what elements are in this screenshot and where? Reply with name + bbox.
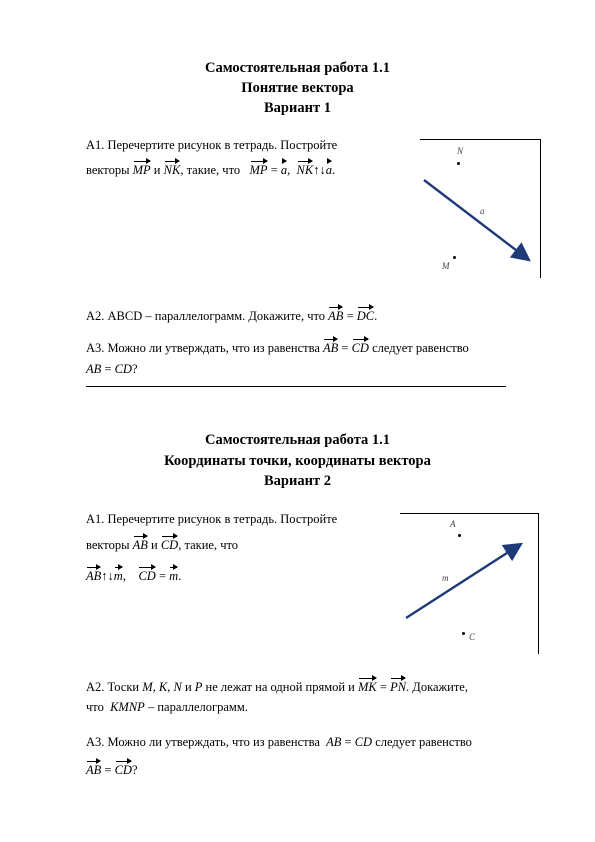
- v2-a2-text3: . Докажите,: [406, 680, 468, 694]
- v2-a2-p: P: [194, 680, 203, 694]
- v1-vectors-word: векторы: [86, 163, 130, 177]
- v2-updown: ↑↓: [101, 569, 114, 583]
- v1-a3-ab: AB: [86, 362, 102, 376]
- v1-a3: А3. Можно ли утверждать, что из равенства AB = CD следует равенство: [86, 338, 469, 356]
- v2-a2-and: и: [184, 680, 192, 694]
- v1-vec-mp: MP: [133, 160, 151, 178]
- v1-eq-a1: a: [281, 160, 287, 178]
- v2-a2-points: M, K, N: [142, 680, 182, 694]
- v1-a2: А2. ABCD – параллелограмм. Докажите, что AB = DC.: [86, 306, 377, 324]
- v2-eq-m1: m: [114, 566, 123, 584]
- v1-label-n: N: [457, 146, 464, 156]
- v1-a3-cd: CD: [114, 362, 132, 376]
- v2-eq-m2: m: [169, 566, 178, 584]
- v2-and: и: [151, 538, 158, 552]
- v1-a3-text: А3. Можно ли утверждать, что из равенства: [86, 341, 320, 355]
- v1-a1-line2: векторы MP и NK, такие, что MP = a, NK↑↓a.: [86, 160, 335, 178]
- v2-label-m: m: [442, 573, 449, 583]
- v2-a2-text2: не лежат на одной прямой и: [205, 680, 355, 694]
- v2-a2-text1: А2. Тоски: [86, 680, 140, 694]
- v1-a2-text: А2. ABCD – параллелограмм. Докажите, что: [86, 309, 326, 323]
- v2-a2-line1: А2. Тоски M, K, N и P не лежат на одной прямой и MK = PN. Докажите,: [86, 677, 468, 695]
- v1-eq-a2: a: [326, 160, 332, 178]
- v2-a3-vec-ab: AB: [86, 760, 101, 778]
- v1-label-a: a: [480, 206, 485, 216]
- v2-variant: Вариант 2: [264, 473, 331, 489]
- v1-figure: [420, 139, 541, 278]
- v2-a2-line2-pre: что: [86, 700, 104, 714]
- v1-point-m: [453, 256, 456, 259]
- v2-a2-line2-post: – параллелограмм.: [147, 700, 248, 714]
- v1-updown: ↑↓: [313, 163, 326, 177]
- v1-a3-line2: AB = CD?: [86, 362, 138, 376]
- v1-eq-nk: NK: [297, 160, 314, 178]
- v2-vector-m-arrow: [406, 544, 521, 618]
- v2-label-a: A: [450, 519, 456, 529]
- v1-variant: Вариант 1: [264, 100, 331, 116]
- v2-subtitle: Координаты точки, координаты вектора: [164, 453, 431, 469]
- v2-such-that: , такие, что: [178, 538, 239, 552]
- v2-a2-vec-mk: MK: [358, 677, 377, 695]
- v2-figure: [400, 513, 539, 654]
- v1-point-n: [457, 162, 460, 165]
- v1-subtitle: Понятие вектора: [241, 80, 354, 96]
- v2-a3: А3. Можно ли утверждать, что из равенства AB = CD следует равенство: [86, 735, 472, 749]
- v1-a2-vec-ab: AB: [328, 306, 343, 324]
- v1-a3-vec-cd: CD: [352, 338, 369, 356]
- v2-vec-cd: CD: [161, 535, 178, 553]
- v1-title: Самостоятельная работа 1.1: [204, 60, 390, 76]
- v2-title: Самостоятельная работа 1.1: [204, 432, 390, 448]
- v1-a1-line1: А1. Перечертите рисунок в тетрадь. Постройте: [86, 138, 338, 152]
- v1-label-m: M: [442, 261, 450, 271]
- v2-eq-ab: AB: [86, 566, 101, 584]
- v1-such-that: , такие, что: [180, 163, 241, 177]
- v1-a3-follows: следует равенство: [372, 341, 469, 355]
- v2-a1-line2: [86, 535, 238, 553]
- v2-label-c: C: [469, 632, 476, 642]
- v1-vec-nk: NK: [164, 160, 181, 178]
- v2-a2-line2: [86, 699, 248, 715]
- v2-point-c: [462, 632, 465, 635]
- v1-eq-mp: MP: [250, 160, 268, 178]
- v2-a3-line2: AB = CD?: [86, 760, 138, 778]
- v2-a2-kmnp: KMNP: [110, 700, 145, 714]
- v2-a3-text: А3. Можно ли утверждать, что из равенства: [86, 735, 320, 749]
- v2-a1-line3: AB↑↓m, CD = m.: [86, 566, 181, 584]
- separator-line: [86, 386, 506, 387]
- v2-a3-cd: CD: [354, 735, 373, 749]
- v2-a2-vec-pn: PN: [390, 677, 406, 695]
- v2-a1-line1: А1. Перечертите рисунок в тетрадь. Постройте: [86, 512, 338, 526]
- v1-and: и: [153, 163, 161, 177]
- v2-a3-follows: следует равенство: [375, 735, 472, 749]
- v2-vectors-word: векторы: [86, 538, 130, 552]
- v1-a3-vec-ab: AB: [323, 338, 338, 356]
- v2-point-a: [458, 534, 461, 537]
- v1-vector-a-arrow: [424, 180, 529, 260]
- v2-a3-vec-cd: CD: [115, 760, 132, 778]
- v2-eq-cd: CD: [138, 566, 155, 584]
- v2-vec-ab: AB: [133, 535, 148, 553]
- v1-a2-vec-dc: DC: [357, 306, 374, 324]
- v2-a3-ab: AB: [326, 735, 342, 749]
